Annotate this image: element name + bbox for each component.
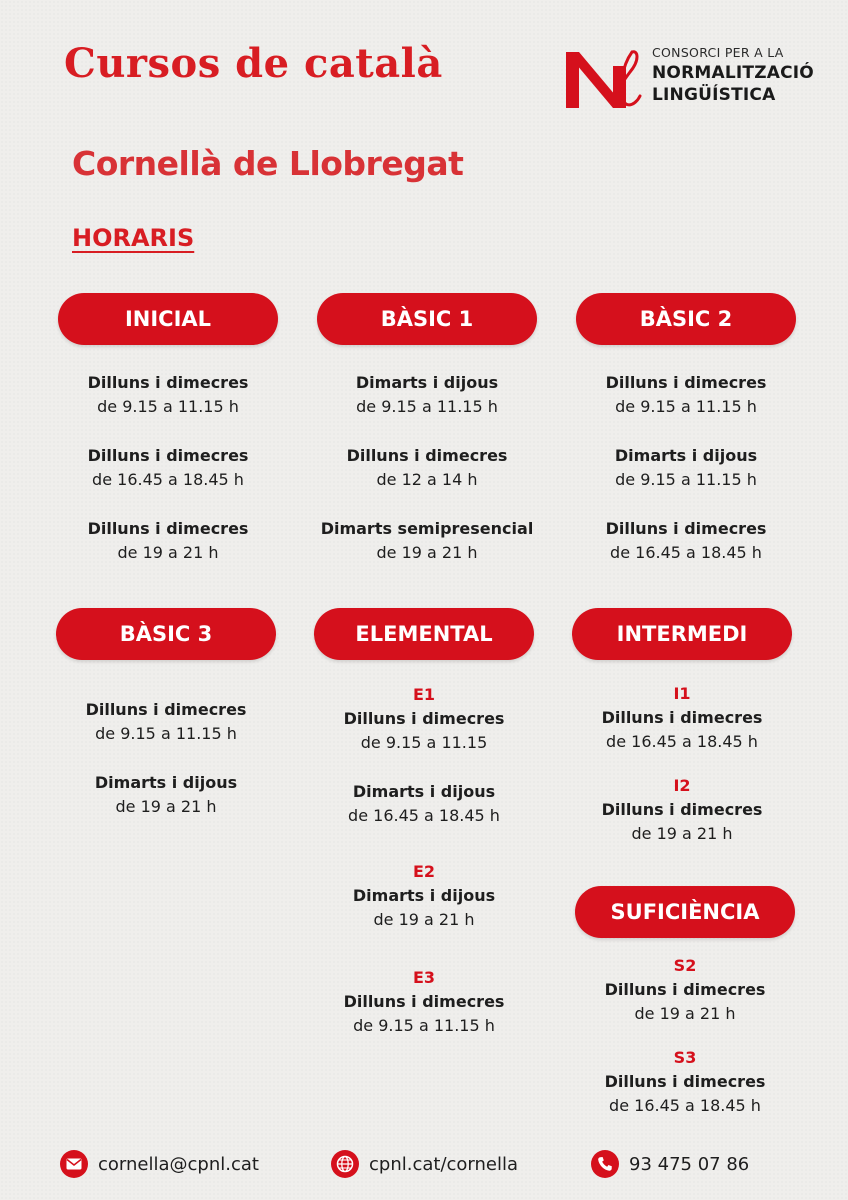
schedule-slot: [46, 771, 286, 819]
course-suficiencia: [565, 886, 805, 1143]
level-code: E1: [412, 685, 436, 704]
slot-time: de 16.45 a 18.45 h: [92, 470, 244, 489]
course-pill-basic-3: BÀSIC 3: [56, 608, 276, 660]
logo-line-2: NORMALITZACIÓ: [652, 62, 814, 83]
course-intermedi: [562, 608, 802, 871]
slot-days: Dilluns i dimecres: [87, 519, 249, 538]
schedule-slot: [562, 682, 802, 754]
footer-phone[interactable]: [591, 1150, 749, 1178]
slot-time: de 19 a 21 h: [115, 797, 217, 816]
schedule-slot: [307, 371, 547, 419]
level-code: I1: [673, 684, 691, 703]
course-pill-inicial: INICIAL: [58, 293, 278, 345]
slot-time: de 19 a 21 h: [631, 824, 733, 843]
slot-time: de 9.15 a 11.15: [360, 733, 488, 752]
slot-days: Dilluns i dimecres: [87, 373, 249, 392]
slot-days: Dimarts i dijous: [355, 373, 499, 392]
website-link[interactable]: cpnl.cat/cornella: [369, 1153, 519, 1175]
course-pill-elemental: ELEMENTAL: [314, 608, 534, 660]
slot-time: de 19 a 21 h: [376, 543, 478, 562]
slot-days: Dilluns i dimecres: [85, 700, 247, 719]
schedule-slot: [562, 774, 802, 846]
course-inicial: [48, 293, 288, 590]
slot-time: de 9.15 a 11.15 h: [356, 397, 498, 416]
schedule-slot: [304, 780, 544, 828]
slot-days: Dilluns i dimecres: [87, 446, 249, 465]
course-basic-2: [566, 293, 806, 590]
level-code: E2: [412, 862, 436, 881]
schedule-slot: [48, 444, 288, 492]
slot-time: de 9.15 a 11.15 h: [615, 397, 757, 416]
slot-days: Dimarts i dijous: [352, 782, 496, 801]
footer-email[interactable]: [60, 1150, 259, 1178]
course-pill-basic-2: BÀSIC 2: [576, 293, 796, 345]
slot-days: Dimarts semipresencial: [320, 519, 534, 538]
slot-time: de 16.45 a 18.45 h: [609, 1096, 761, 1115]
globe-icon: [331, 1150, 359, 1178]
schedule-slot: [307, 517, 547, 565]
course-basic-3: [46, 608, 286, 844]
footer-web[interactable]: [331, 1150, 518, 1178]
phone-icon: [591, 1150, 619, 1178]
level-code: S2: [673, 956, 697, 975]
logo-line-3: LINGÜÍSTICA: [652, 84, 776, 105]
schedule-slot: [304, 683, 544, 755]
course-elemental: [304, 608, 544, 1063]
course-pill-basic-1: BÀSIC 1: [317, 293, 537, 345]
slot-time: de 16.45 a 18.45 h: [610, 543, 762, 562]
schedule-slot: [565, 954, 805, 1026]
page-title: Cursos de català: [64, 40, 443, 87]
slot-time: de 9.15 a 11.15 h: [97, 397, 239, 416]
slot-days: Dimarts i dijous: [352, 886, 496, 905]
schedule-slot: [565, 1046, 805, 1118]
section-heading-horaris: HORARIS: [72, 224, 195, 252]
location-subtitle: Cornellà de Llobregat: [72, 144, 464, 183]
schedule-slot: [566, 371, 806, 419]
slot-days: Dilluns i dimecres: [604, 980, 766, 999]
slot-time: de 19 a 21 h: [373, 910, 475, 929]
phone-number[interactable]: 93 475 07 86: [629, 1153, 750, 1175]
envelope-icon: [60, 1150, 88, 1178]
slot-time: de 12 a 14 h: [376, 470, 478, 489]
slot-days: Dilluns i dimecres: [604, 1072, 766, 1091]
slot-time: de 16.45 a 18.45 h: [606, 732, 758, 751]
slot-days: Dimarts i dijous: [614, 446, 758, 465]
schedule-slot: [48, 371, 288, 419]
logo-line-1: CONSORCI PER A LA: [652, 45, 784, 60]
schedule-slot: [48, 517, 288, 565]
slot-days: Dilluns i dimecres: [343, 992, 505, 1011]
schedule-slot: [304, 966, 544, 1038]
level-code: E3: [412, 968, 436, 987]
course-basic-1: [307, 293, 547, 590]
slot-days: Dilluns i dimecres: [346, 446, 508, 465]
slot-time: de 16.45 a 18.45 h: [348, 806, 500, 825]
slot-time: de 9.15 a 11.15 h: [353, 1016, 495, 1035]
schedule-slot: [566, 517, 806, 565]
slot-days: Dilluns i dimecres: [343, 709, 505, 728]
level-code: S3: [673, 1048, 697, 1067]
level-code: I2: [673, 776, 691, 795]
email-link[interactable]: cornella@cpnl.cat: [98, 1153, 259, 1175]
slot-time: de 19 a 21 h: [117, 543, 219, 562]
cpnl-logo-text: [652, 47, 814, 104]
slot-days: Dilluns i dimecres: [605, 373, 767, 392]
slot-time: de 19 a 21 h: [634, 1004, 736, 1023]
schedule-slot: [566, 444, 806, 492]
slot-time: de 9.15 a 11.15 h: [615, 470, 757, 489]
schedule-slot: [304, 860, 544, 932]
slot-days: Dimarts i dijous: [94, 773, 238, 792]
cpnl-logo: [566, 46, 816, 112]
slot-days: Dilluns i dimecres: [601, 800, 763, 819]
schedule-slot: [307, 444, 547, 492]
course-pill-suficiencia: SUFICIÈNCIA: [575, 886, 795, 938]
course-pill-intermedi: INTERMEDI: [572, 608, 792, 660]
cpnl-logo-mark: [566, 46, 646, 110]
slot-time: de 9.15 a 11.15 h: [95, 724, 237, 743]
slot-days: Dilluns i dimecres: [605, 519, 767, 538]
slot-days: Dilluns i dimecres: [601, 708, 763, 727]
schedule-slot: [46, 698, 286, 746]
